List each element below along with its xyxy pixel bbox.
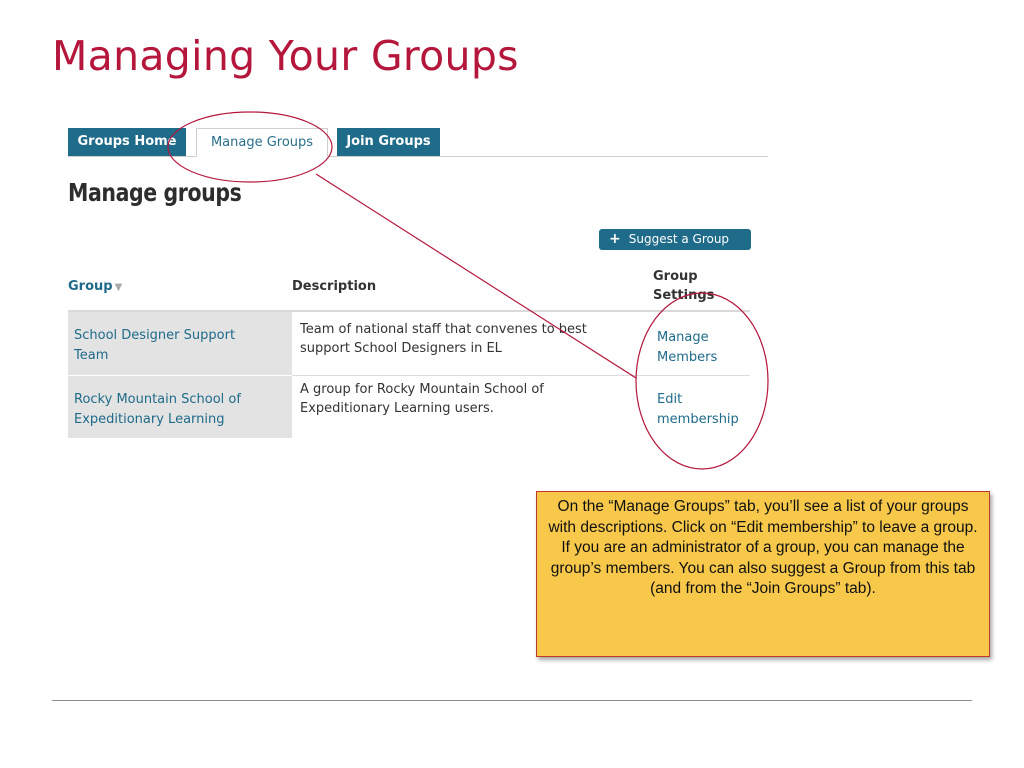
tab-join-groups[interactable]: Join Groups bbox=[337, 128, 440, 156]
description-line: A group for Rocky Mountain School of bbox=[300, 382, 544, 397]
description-line: Expeditionary Learning users. bbox=[300, 401, 494, 416]
action-line: Members bbox=[657, 350, 718, 365]
group-name-line: Expeditionary Learning bbox=[74, 412, 225, 427]
annotation-connector-line bbox=[316, 174, 636, 378]
group-header-label: Group bbox=[68, 279, 113, 294]
callout-note: On the “Manage Groups” tab, you’ll see a list of your groups with descriptions. Click on “Edit membership” to leave a group. If you are an administrator of a group, you can manage the group’s members. You can also suggest a Group from this tab (and from the “Join Groups” tab). bbox=[536, 491, 990, 657]
sort-caret-icon: ▼ bbox=[114, 282, 123, 293]
suggest-group-label: Suggest a Group bbox=[628, 232, 730, 246]
group-name-line: Team bbox=[74, 348, 109, 363]
settings-header-line2: Settings bbox=[653, 288, 715, 303]
page-heading: Manage groups bbox=[68, 178, 242, 207]
column-header-description: Description bbox=[292, 279, 377, 294]
action-line: membership bbox=[657, 412, 739, 427]
manage-groups-highlight-ellipse bbox=[168, 112, 332, 182]
description-line: Team of national staff that convenes to best bbox=[300, 322, 587, 337]
footer-divider bbox=[52, 700, 972, 701]
group-name-line: School Designer Support bbox=[74, 328, 236, 343]
group-name-line: Rocky Mountain School of bbox=[74, 392, 241, 407]
slide-title: Managing Your Groups bbox=[52, 32, 519, 80]
action-line: Manage bbox=[657, 330, 709, 345]
settings-header-line1: Group bbox=[653, 269, 698, 284]
settings-highlight-ellipse bbox=[636, 293, 768, 469]
action-line: Edit bbox=[657, 392, 683, 407]
description-line: support School Designers in EL bbox=[300, 341, 502, 356]
tab-manage-groups[interactable]: Manage Groups bbox=[196, 128, 328, 157]
plus-icon: + bbox=[609, 231, 621, 247]
tab-groups-home[interactable]: Groups Home bbox=[68, 128, 186, 156]
